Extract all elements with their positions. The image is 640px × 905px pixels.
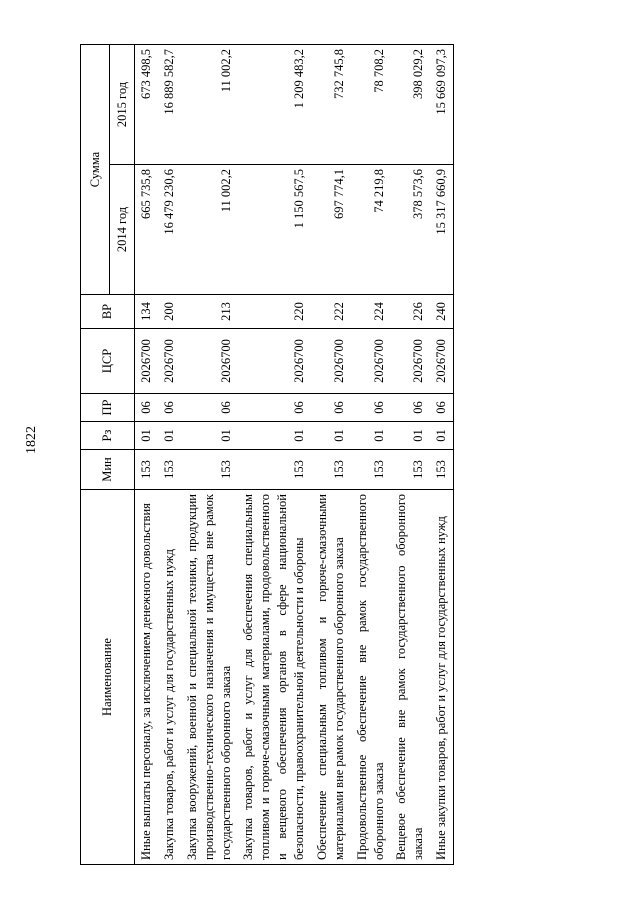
row-rz: 01 bbox=[430, 422, 453, 450]
row-csr: 2026700 bbox=[237, 329, 311, 394]
header-pr: ПР bbox=[81, 394, 135, 422]
row-name: Обеспечение специальным топливом и горюче-смазочными материалами вне рамок государственного оборонного заказа bbox=[311, 490, 351, 865]
row-vr: 213 bbox=[181, 295, 238, 329]
table-row bbox=[430, 45, 453, 865]
row-sum-2014: 697 774,1 bbox=[311, 165, 351, 295]
row-csr: 2026700 bbox=[158, 329, 181, 394]
row-pr: 06 bbox=[390, 394, 430, 422]
table-row bbox=[158, 45, 181, 865]
row-rz: 01 bbox=[158, 422, 181, 450]
row-vr: 224 bbox=[351, 295, 391, 329]
row-sum-2014: 15 317 660,9 bbox=[430, 165, 453, 295]
row-sum-2014: 378 573,6 bbox=[390, 165, 430, 295]
table-row bbox=[351, 45, 391, 865]
row-sum-2014: 16 479 230,6 bbox=[158, 165, 181, 295]
row-sum-2014: 74 219,8 bbox=[351, 165, 391, 295]
row-sum-2015: 16 889 582,7 bbox=[158, 45, 181, 165]
row-sum-2015: 398 029,2 bbox=[390, 45, 430, 165]
row-rz: 01 bbox=[351, 422, 391, 450]
row-min: 153 bbox=[135, 450, 158, 490]
rotated-table-container bbox=[80, 45, 620, 865]
row-csr: 2026700 bbox=[351, 329, 391, 394]
row-vr: 226 bbox=[390, 295, 430, 329]
row-name: Закупка товаров, работ и услуг для обеспечения специальным топливом и горюче-смазочными материалами, продовольственного и вещевого обеспечения органов в сфере национальной безопасности, правоохранительной деятельности и обороны bbox=[237, 490, 311, 865]
row-min: 153 bbox=[311, 450, 351, 490]
row-pr: 06 bbox=[311, 394, 351, 422]
row-vr: 200 bbox=[158, 295, 181, 329]
row-rz: 01 bbox=[237, 422, 311, 450]
row-vr: 134 bbox=[135, 295, 158, 329]
row-sum-2015: 78 708,2 bbox=[351, 45, 391, 165]
row-name: Продовольственное обеспечение вне рамок государственного оборонного заказа bbox=[351, 490, 391, 865]
row-rz: 01 bbox=[181, 422, 238, 450]
header-sum: Сумма bbox=[81, 45, 110, 295]
row-csr: 2026700 bbox=[135, 329, 158, 394]
row-min: 153 bbox=[430, 450, 453, 490]
header-row bbox=[81, 45, 110, 865]
table-row bbox=[390, 45, 430, 865]
row-sum-2015: 673 498,5 bbox=[135, 45, 158, 165]
row-min: 153 bbox=[390, 450, 430, 490]
row-pr: 06 bbox=[351, 394, 391, 422]
header-name: Наименование bbox=[81, 490, 135, 865]
row-csr: 2026700 bbox=[430, 329, 453, 394]
row-csr: 2026700 bbox=[390, 329, 430, 394]
row-sum-2015: 732 745,8 bbox=[311, 45, 351, 165]
row-pr: 06 bbox=[237, 394, 311, 422]
row-name: Иные выплаты персоналу, за исключением денежного довольствия bbox=[135, 490, 158, 865]
row-sum-2015: 15 669 097,3 bbox=[430, 45, 453, 165]
row-name: Иные закупки товаров, работ и услуг для государственных нужд bbox=[430, 490, 453, 865]
header-2014: 2014 год bbox=[110, 165, 135, 295]
header-2015: 2015 год bbox=[110, 45, 135, 165]
row-rz: 01 bbox=[135, 422, 158, 450]
row-name: Вещевое обеспечение вне рамок государственного оборонного заказа bbox=[390, 490, 430, 865]
row-pr: 06 bbox=[135, 394, 158, 422]
row-vr: 222 bbox=[311, 295, 351, 329]
row-csr: 2026700 bbox=[181, 329, 238, 394]
header-csr: ЦСР bbox=[81, 329, 135, 394]
page-number: 1822 bbox=[24, 426, 39, 454]
row-min: 153 bbox=[351, 450, 391, 490]
header-min: Мин bbox=[81, 450, 135, 490]
row-rz: 01 bbox=[311, 422, 351, 450]
row-name: Закупка вооружений, военной и специальной техники, продукции производственно-технического назначения и имущества вне рамок государственного оборонного заказа bbox=[181, 490, 238, 865]
row-vr: 240 bbox=[430, 295, 453, 329]
row-vr: 220 bbox=[237, 295, 311, 329]
row-pr: 06 bbox=[158, 394, 181, 422]
header-rz: Рз bbox=[81, 422, 135, 450]
row-pr: 06 bbox=[181, 394, 238, 422]
row-sum-2015: 1 209 483,2 bbox=[237, 45, 311, 165]
row-rz: 01 bbox=[390, 422, 430, 450]
row-sum-2014: 11 002,2 bbox=[181, 165, 238, 295]
table-row bbox=[135, 45, 158, 865]
row-min: 153 bbox=[237, 450, 311, 490]
table-row bbox=[237, 45, 311, 865]
header-vr: ВР bbox=[81, 295, 135, 329]
row-sum-2014: 1 150 567,5 bbox=[237, 165, 311, 295]
row-min: 153 bbox=[158, 450, 181, 490]
row-min: 153 bbox=[181, 450, 238, 490]
row-sum-2015: 11 002,2 bbox=[181, 45, 238, 165]
table-row bbox=[181, 45, 238, 865]
table-row bbox=[311, 45, 351, 865]
row-pr: 06 bbox=[430, 394, 453, 422]
row-name: Закупка товаров, работ и услуг для государственных нужд bbox=[158, 490, 181, 865]
row-csr: 2026700 bbox=[311, 329, 351, 394]
row-sum-2014: 665 735,8 bbox=[135, 165, 158, 295]
budget-table bbox=[80, 44, 454, 865]
